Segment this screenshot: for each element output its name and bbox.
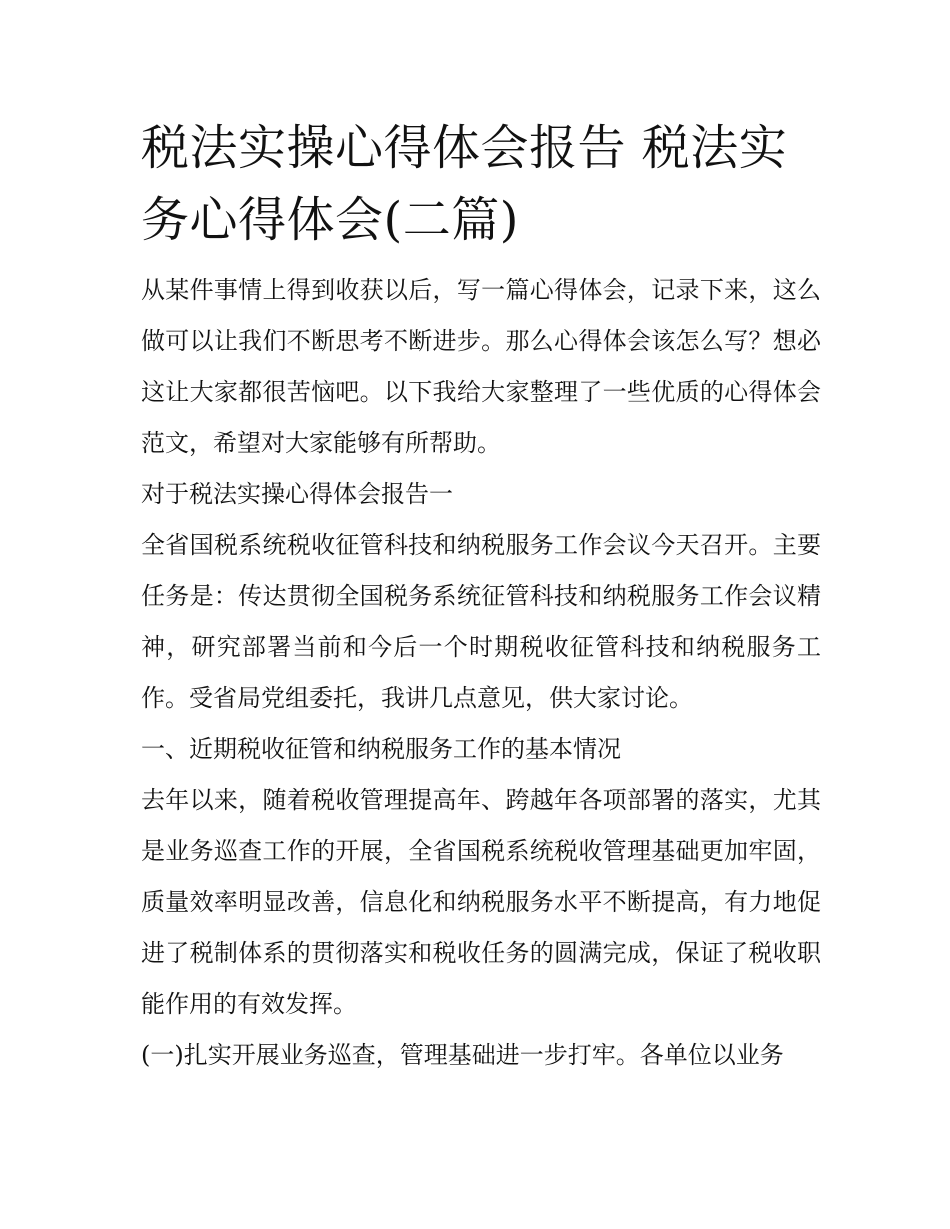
section-heading: 对于税法实操心得体会报告一 [141,480,453,508]
body-paragraph: 全省国税系统税收征管科技和纳税服务工作会议今天召开。主要任务是：传达贯彻全国税务系统征管科技和纳税服务工作会议精神，研究部署当前和今后一个时期税收征管科技和纳税服务工作。受省局党组委托，我讲几点意见，供大家讨论。 [141,531,821,712]
body-paragraph: (一)扎实开展业务巡查，管理基础进一步打牢。各单位以业务 [141,1041,784,1069]
subsection-heading: 一、近期税收征管和纳税服务工作的基本情况 [141,735,621,763]
document-body [141,112,821,1081]
intro-paragraph: 从某件事情上得到收获以后，写一篇心得体会，记录下来，这么做可以让我们不断思考不断进步。那么心得体会该怎么写？想必这让大家都很苦恼吧。以下我给大家整理了一些优质的心得体会范文，希望对大家能够有所帮助。 [141,276,821,457]
body-paragraph: 去年以来，随着税收管理提高年、跨越年各项部署的落实，尤其是业务巡查工作的开展，全省国税系统税收管理基础更加牢固，质量效率明显改善，信息化和纳税服务水平不断提高，有力地促进了税制体系的贯彻落实和税收任务的圆满完成，保证了税收职能作用的有效发挥。 [141,786,821,1018]
document-title: 税法实操心得体会报告 税法实务心得体会(二篇) [141,120,788,248]
